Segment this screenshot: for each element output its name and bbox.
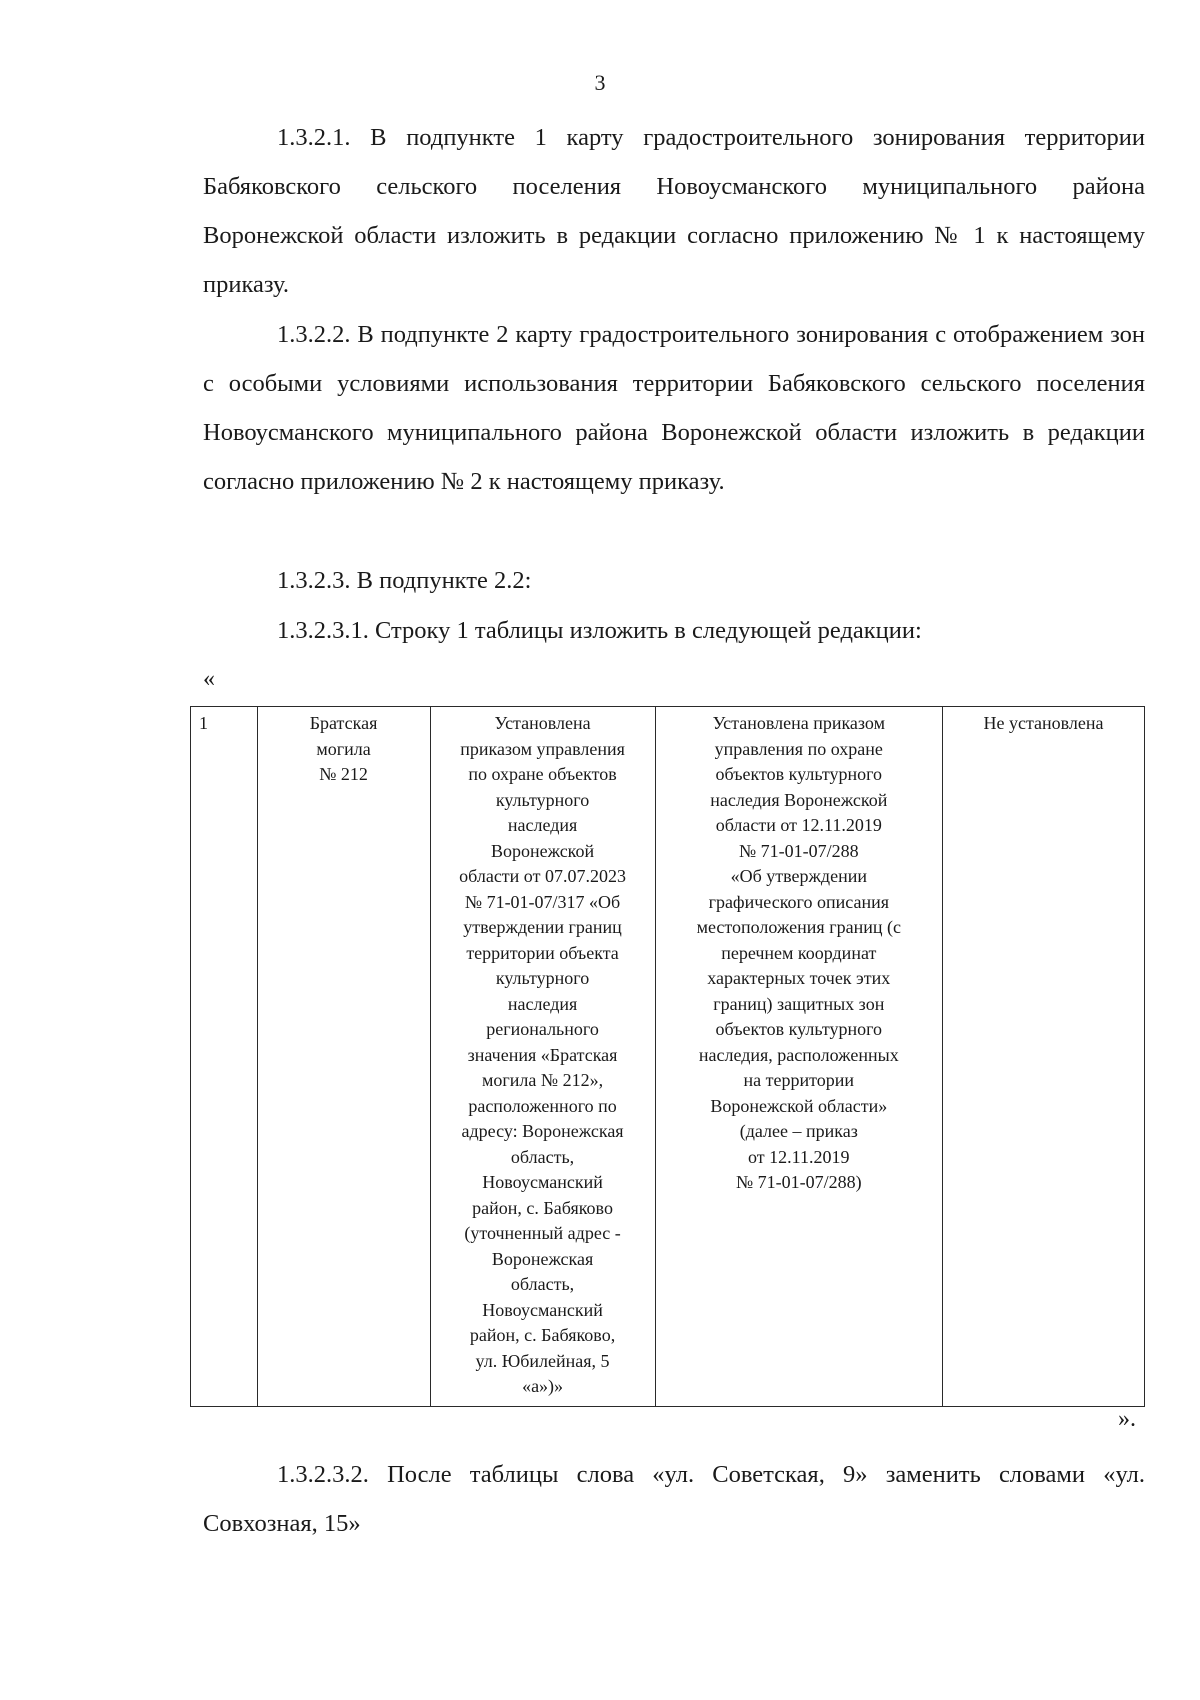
amendment-table — [190, 706, 1145, 1407]
table-cell-protection-zones: Установлена приказом управления по охране объектов культурного наследия Воронежской области от 12.11.2019 № 71-01-07/288 «Об утверждении графического описания местоположения границ (с перечнем координат характерных точек этих границ) защитных зон объектов культурного наследия, расположенных на территории Воронежской области» (далее – приказ от 12.11.2019 № 71-01-07/288) — [655, 707, 942, 1407]
table-cell-number: 1 — [191, 707, 258, 1407]
opening-quote-mark: « — [203, 666, 215, 692]
paragraph-1-3-2-1: 1.3.2.1. В подпункте 1 карту градостроительного зонирования территории Бабяковского сельского поселения Новоусманского муниципального района Воронежской области изложить в редакции согласно приложению № 1 к настоящему приказу. — [203, 124, 1145, 298]
paragraph-1-3-2-3-1: 1.3.2.3.1. Строку 1 таблицы изложить в следующей редакции: — [277, 617, 922, 644]
paragraph-1-3-2-2: 1.3.2.2. В подпункте 2 карту градостроительного зонирования с отображением зон с особыми условиями использования территории Бабяковского сельского поселения Новоусманского муниципального района Воронежской области изложить в редакции согласно приложению № 2 к настоящему приказу. — [203, 321, 1145, 495]
table-row — [191, 707, 1145, 1407]
closing-quote-mark: ». — [1118, 1406, 1136, 1432]
paragraph-1-3-2-3: 1.3.2.3. В подпункте 2.2: — [277, 567, 532, 594]
table-cell-object-name: Братская могила № 212 — [257, 707, 430, 1407]
table-cell-territory-boundaries: Установлена приказом управления по охране объектов культурного наследия Воронежской области от 07.07.2023 № 71-01-07/317 «Об утверждении границ территории объекта культурного наследия регионального значения «Братская могила № 212», расположенного по адресу: Воронежская область, Новоусманский район, с. Бабяково (уточненный адрес - Воронежская область, Новоусманский район, с. Бабяково, ул. Юбилейная, 5 «а»)» — [430, 707, 655, 1407]
paragraph-1-3-2-3-2: 1.3.2.3.2. После таблицы слова «ул. Советская, 9» заменить словами «ул. Совхозная, 15» — [203, 1461, 1145, 1537]
page-number: 3 — [594, 70, 606, 95]
table-cell-status: Не установлена — [942, 707, 1144, 1407]
